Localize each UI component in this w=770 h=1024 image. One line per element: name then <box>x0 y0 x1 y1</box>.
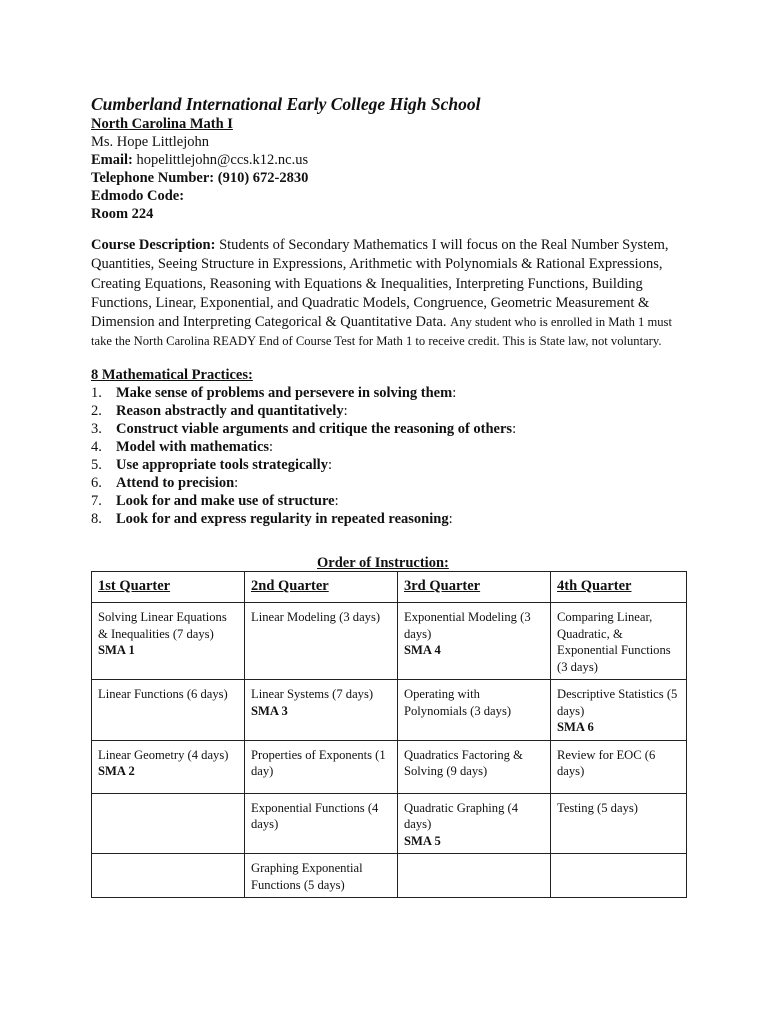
table-cell <box>245 680 398 741</box>
cell-text: Linear Functions (6 days) <box>98 687 228 701</box>
teacher-name: Ms. Hope Littlejohn <box>91 134 210 150</box>
cell-text: Linear Modeling (3 days) <box>251 610 381 624</box>
math-practices <box>91 366 691 528</box>
practice-text: Attend to precision <box>116 474 235 491</box>
cell-text: Testing (5 days) <box>557 800 638 815</box>
cell-text: Linear Geometry (4 days) <box>98 747 229 762</box>
cell-text: Operating with Polynomials (3 days) <box>404 687 512 718</box>
practice-item: 8. Look for and express regularity in repeated reasoning: <box>91 510 453 527</box>
table-header-row <box>92 572 687 603</box>
table-cell <box>398 740 551 793</box>
practice-number: 8. <box>91 510 102 527</box>
table-cell <box>398 793 551 854</box>
cell-sma: SMA 5 <box>404 833 441 848</box>
practice-item: 6. Attend to precision: <box>91 474 239 491</box>
table-row <box>92 740 687 793</box>
room-number: Room 224 <box>91 206 154 222</box>
column-header <box>398 572 551 603</box>
table-row <box>92 680 687 741</box>
practice-number: 2. <box>91 402 102 419</box>
column-header-label: 3rd Quarter <box>404 578 481 594</box>
table-row <box>92 854 687 898</box>
practice-number: 6. <box>91 474 102 491</box>
practice-item: 4. Model with mathematics: <box>91 438 274 455</box>
column-header-label: 4th Quarter <box>557 578 632 594</box>
table-cell <box>245 854 398 898</box>
practice-item: 1. Make sense of problems and persevere in solving them: <box>91 384 457 401</box>
cell-sma: SMA 4 <box>404 643 441 657</box>
column-header <box>551 572 687 603</box>
practice-number: 4. <box>91 438 102 455</box>
practice-text: Reason abstractly and quantitatively <box>116 402 344 419</box>
table-cell <box>398 854 551 898</box>
phone-number: (910) 672-2830 <box>217 170 309 186</box>
cell-sma: SMA 6 <box>557 720 594 734</box>
cell-text: Quadratics Factoring & Solving (9 days) <box>404 747 523 778</box>
table-cell <box>245 603 398 680</box>
table-cell <box>92 793 245 854</box>
table-cell <box>92 680 245 741</box>
cell-text: Descriptive Statistics (5 days) <box>557 687 678 718</box>
cell-text: Linear Systems (7 days) <box>251 687 374 701</box>
table-cell <box>551 680 687 741</box>
table-cell <box>551 793 687 854</box>
practice-text: Model with mathematics <box>116 438 270 455</box>
practice-item: 5. Use appropriate tools strategically: <box>91 456 332 473</box>
table-cell <box>398 680 551 741</box>
course-title: North Carolina Math I <box>91 116 233 132</box>
practices-title: 8 Mathematical Practices: <box>91 366 253 383</box>
document-page <box>91 93 691 892</box>
phone-line <box>91 169 691 187</box>
table-row <box>92 793 687 854</box>
cell-sma: SMA 2 <box>98 764 135 778</box>
column-header-label: 2nd Quarter <box>251 578 329 594</box>
column-header <box>92 572 245 603</box>
column-header <box>245 572 398 603</box>
cell-text: Review for EOC (6 days) <box>557 747 656 778</box>
practice-number: 1. <box>91 384 102 401</box>
table-cell <box>92 854 245 898</box>
practice-text: Look for and make use of structure <box>116 492 335 509</box>
description-text: Students of Secondary Mathematics I will focus on the Real Number System, Quantities, Seeing Structure in Expressions, Arithmetic with Polynomials & Rational Expressions, Creating Equations, Reasoning with Equations & Inequalities, Interpreting Functions, Building Functions, Linear, Exponential, and Quadratic Models, Congruence, Geometric Measurement & Dimension and Interpreting Categorical & Quantitative Data. <box>91 237 669 331</box>
table-cell <box>398 603 551 680</box>
description-label: Course Description: <box>91 237 216 253</box>
cell-text: Comparing Linear, Quadratic, & Exponential Functions (3 days) <box>557 610 671 674</box>
course-description <box>91 236 685 352</box>
cell-text: Exponential Modeling (3 days) <box>404 610 531 641</box>
email-line <box>91 151 691 169</box>
column-header-label: 1st Quarter <box>98 578 171 594</box>
table-cell <box>245 793 398 854</box>
practice-item: 3. Construct viable arguments and critique the reasoning of others: <box>91 420 517 437</box>
table-cell <box>551 603 687 680</box>
practice-text: Look for and express regularity in repeated reasoning <box>116 510 449 527</box>
practice-item: 2. Reason abstractly and quantitatively: <box>91 402 348 419</box>
email-label: Email: <box>91 152 133 168</box>
practice-number: 3. <box>91 420 102 437</box>
table-cell <box>245 740 398 793</box>
table-cell <box>551 740 687 793</box>
cell-sma: SMA 3 <box>251 703 288 718</box>
practice-item: 7. Look for and make use of structure: <box>91 492 339 509</box>
cell-text: Exponential Functions (4 days) <box>251 800 379 831</box>
cell-text: Quadratic Graphing (4 days) <box>404 800 519 831</box>
cell-text: Solving Linear Equations & Inequalities (7 days) <box>98 610 227 641</box>
description-note: Any student who is enrolled in Math 1 must take the North Carolina READY End of Course Test for Math 1 to receive credit. This is State law, not voluntary. <box>91 315 672 349</box>
instruction-schedule-table <box>91 571 687 898</box>
practice-text: Use appropriate tools strategically <box>116 456 328 473</box>
cell-sma: SMA 1 <box>98 643 135 657</box>
practice-text: Construct viable arguments and critique the reasoning of others <box>116 420 513 437</box>
phone-label: Telephone Number: <box>91 170 215 186</box>
order-of-instruction-title: Order of Instruction: <box>317 555 449 571</box>
table-row <box>92 603 687 680</box>
table-cell <box>551 854 687 898</box>
practice-number: 7. <box>91 492 102 509</box>
cell-text: Properties of Exponents (1 day) <box>251 747 386 778</box>
practice-number: 5. <box>91 456 102 473</box>
cell-text: Graphing Exponential Functions (5 days) <box>251 861 363 892</box>
practices-list <box>91 384 691 528</box>
email-address[interactable]: hopelittlejohn@ccs.k12.nc.us <box>136 152 309 168</box>
table-cell <box>92 740 245 793</box>
practice-text: Make sense of problems and persevere in solving them <box>116 384 453 401</box>
table-cell <box>92 603 245 680</box>
school-name: Cumberland International Early College High School <box>91 94 481 114</box>
edmodo-label: Edmodo Code: <box>91 188 185 204</box>
